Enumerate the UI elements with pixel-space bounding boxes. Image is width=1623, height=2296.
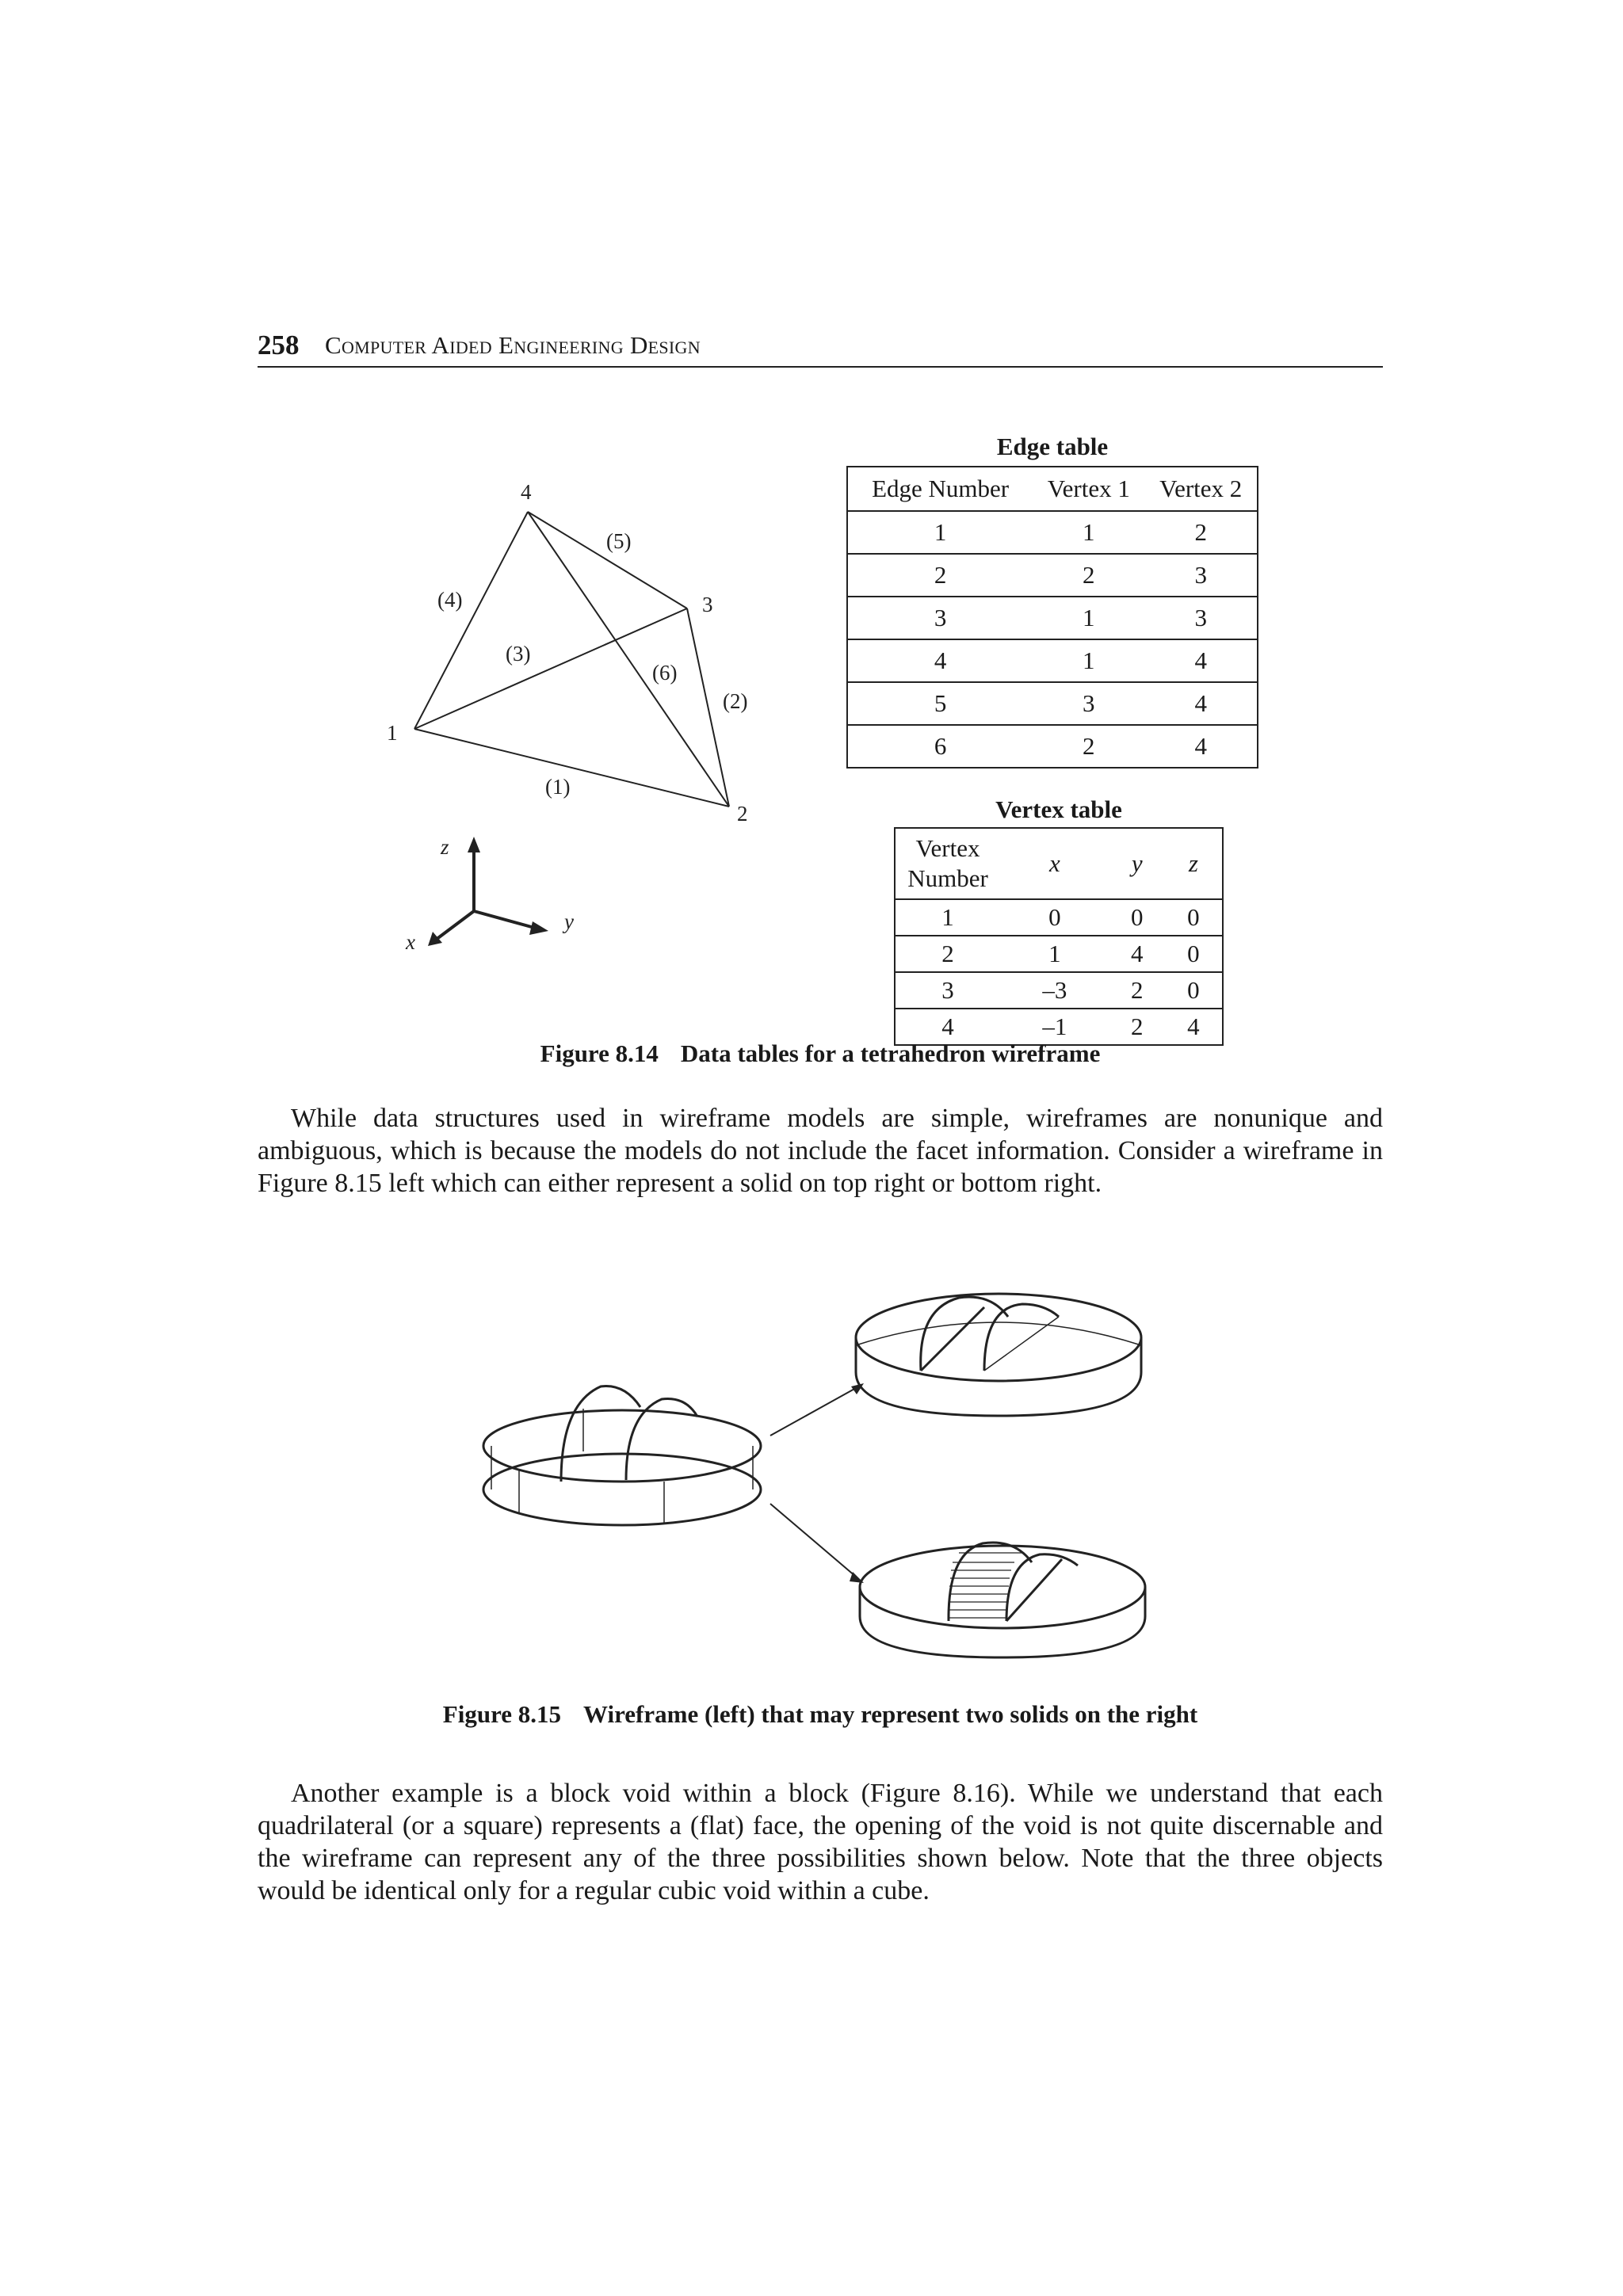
edge-label-4: (4) bbox=[437, 588, 463, 612]
edge-label-5: (5) bbox=[606, 529, 632, 553]
figure-8-14-caption bbox=[258, 1039, 1383, 1068]
edge-label-1: (1) bbox=[545, 775, 571, 799]
table-cell: 3 bbox=[895, 972, 1000, 1009]
table-cell: 2 bbox=[847, 554, 1033, 597]
vertex-table bbox=[894, 795, 1224, 1046]
edge-label-2: (2) bbox=[723, 689, 748, 713]
page-number: 258 bbox=[258, 330, 300, 360]
table-row bbox=[847, 597, 1258, 639]
table-row bbox=[895, 972, 1223, 1009]
table-row bbox=[847, 511, 1258, 554]
table-cell: 4 bbox=[895, 1009, 1000, 1045]
table-cell: 2 bbox=[1144, 511, 1258, 554]
vertex-label-2: 2 bbox=[737, 802, 748, 826]
bottom-solid-top-face bbox=[860, 1546, 1145, 1628]
vertex-col-header: y bbox=[1109, 828, 1165, 899]
table-cell: 0 bbox=[1165, 972, 1223, 1009]
table-cell: 1 bbox=[847, 511, 1033, 554]
book-title: Computer Aided Engineering Design bbox=[325, 331, 701, 359]
vertex-col-header: z bbox=[1165, 828, 1223, 899]
vertex-label-4: 4 bbox=[521, 480, 532, 504]
table-cell: 1 bbox=[1033, 639, 1144, 682]
edge-1 bbox=[414, 729, 729, 807]
table-row bbox=[847, 639, 1258, 682]
figure-8-14-number: Figure 8.14 bbox=[540, 1039, 659, 1067]
tetrahedron-diagram bbox=[365, 467, 777, 974]
edge-5 bbox=[528, 512, 687, 608]
table-row bbox=[847, 725, 1258, 768]
edge-col-header: Vertex 1 bbox=[1033, 467, 1144, 511]
table-cell: 2 bbox=[1033, 554, 1144, 597]
axis-label-z: z bbox=[441, 835, 449, 859]
running-header bbox=[258, 330, 1383, 368]
table-cell: 0 bbox=[1165, 936, 1223, 972]
table-cell: 4 bbox=[847, 639, 1033, 682]
vertex-label-1: 1 bbox=[387, 721, 398, 745]
edge-label-6: (6) bbox=[652, 661, 678, 685]
table-cell: 1 bbox=[1000, 936, 1109, 972]
edge-6 bbox=[528, 512, 729, 807]
vertex-table-title: Vertex table bbox=[995, 795, 1122, 823]
figure-8-15-number: Figure 8.15 bbox=[442, 1700, 562, 1728]
vertex-col-header: Vertex Number bbox=[895, 828, 1000, 899]
edge-table bbox=[846, 433, 1258, 769]
table-cell: 6 bbox=[847, 725, 1033, 768]
body-paragraph-1: While data structures used in wireframe models are simple, wireframes are nonunique and ambiguous, which is because the models do not include the facet information. Consider a wireframe in Figure 8.15 left which can either represent a solid on top right or bottom right. bbox=[258, 1104, 1383, 1198]
edge-table-title: Edge table bbox=[996, 433, 1109, 460]
axis-label-x: x bbox=[406, 930, 415, 954]
table-cell: 4 bbox=[1144, 639, 1258, 682]
table-cell: 4 bbox=[1109, 936, 1165, 972]
edge-4 bbox=[414, 512, 531, 729]
figure-8-15-text: Wireframe (left) that may represent two solids on the right bbox=[583, 1700, 1198, 1728]
table-cell: 2 bbox=[1109, 1009, 1165, 1045]
body-paragraph-2: Another example is a block void within a block (Figure 8.16). While we understand that each quadrilateral (or a square) represents a (flat) face, the opening of the void is not quite discernable and the wireframe can represent any of the three possibilities shown below. Note that the three objects would be identical only for a regular cubic void within a cube. bbox=[258, 1779, 1383, 1905]
table-cell: –3 bbox=[1000, 972, 1109, 1009]
table-cell: 3 bbox=[1144, 554, 1258, 597]
vertex-table-header bbox=[895, 828, 1223, 899]
left-bottom-ring bbox=[483, 1454, 761, 1525]
table-cell: 3 bbox=[1144, 597, 1258, 639]
table-cell: 0 bbox=[1000, 899, 1109, 936]
vertex-label-3: 3 bbox=[702, 593, 713, 616]
vertex-col-header: x bbox=[1000, 828, 1109, 899]
table-cell: 1 bbox=[1033, 597, 1144, 639]
table-cell: –1 bbox=[1000, 1009, 1109, 1045]
edge-label-3: (3) bbox=[506, 642, 531, 666]
y-axis-arrow-icon bbox=[529, 921, 548, 935]
edge-3 bbox=[414, 608, 687, 729]
table-cell: 2 bbox=[1033, 725, 1144, 768]
table-row bbox=[847, 682, 1258, 725]
z-axis-arrow-icon bbox=[468, 837, 480, 852]
left-top-ring bbox=[483, 1410, 761, 1482]
table-cell: 1 bbox=[1033, 511, 1144, 554]
table-cell: 3 bbox=[1033, 682, 1144, 725]
table-cell: 0 bbox=[1109, 899, 1165, 936]
table-cell: 3 bbox=[847, 597, 1033, 639]
vertex-table-grid bbox=[894, 827, 1224, 1046]
table-row bbox=[895, 899, 1223, 936]
table-cell: 1 bbox=[895, 899, 1000, 936]
figure-8-14-text: Data tables for a tetrahedron wireframe bbox=[680, 1039, 1101, 1067]
table-row bbox=[895, 936, 1223, 972]
edge-col-header: Edge Number bbox=[847, 467, 1033, 511]
table-cell: 0 bbox=[1165, 899, 1223, 936]
figure-8-15-caption bbox=[258, 1700, 1383, 1729]
table-cell: 4 bbox=[1144, 682, 1258, 725]
wireframe-ambiguity-figure bbox=[468, 1252, 1165, 1680]
edge-table-grid bbox=[846, 466, 1258, 769]
x-axis-arrow-icon bbox=[428, 932, 442, 946]
table-cell: 2 bbox=[895, 936, 1000, 972]
table-cell: 4 bbox=[1165, 1009, 1223, 1045]
edge-table-header bbox=[847, 467, 1258, 511]
table-cell: 4 bbox=[1144, 725, 1258, 768]
table-row bbox=[847, 554, 1258, 597]
edge-col-header: Vertex 2 bbox=[1144, 467, 1258, 511]
table-cell: 5 bbox=[847, 682, 1033, 725]
axis-label-y: y bbox=[564, 910, 574, 933]
table-cell: 2 bbox=[1109, 972, 1165, 1009]
